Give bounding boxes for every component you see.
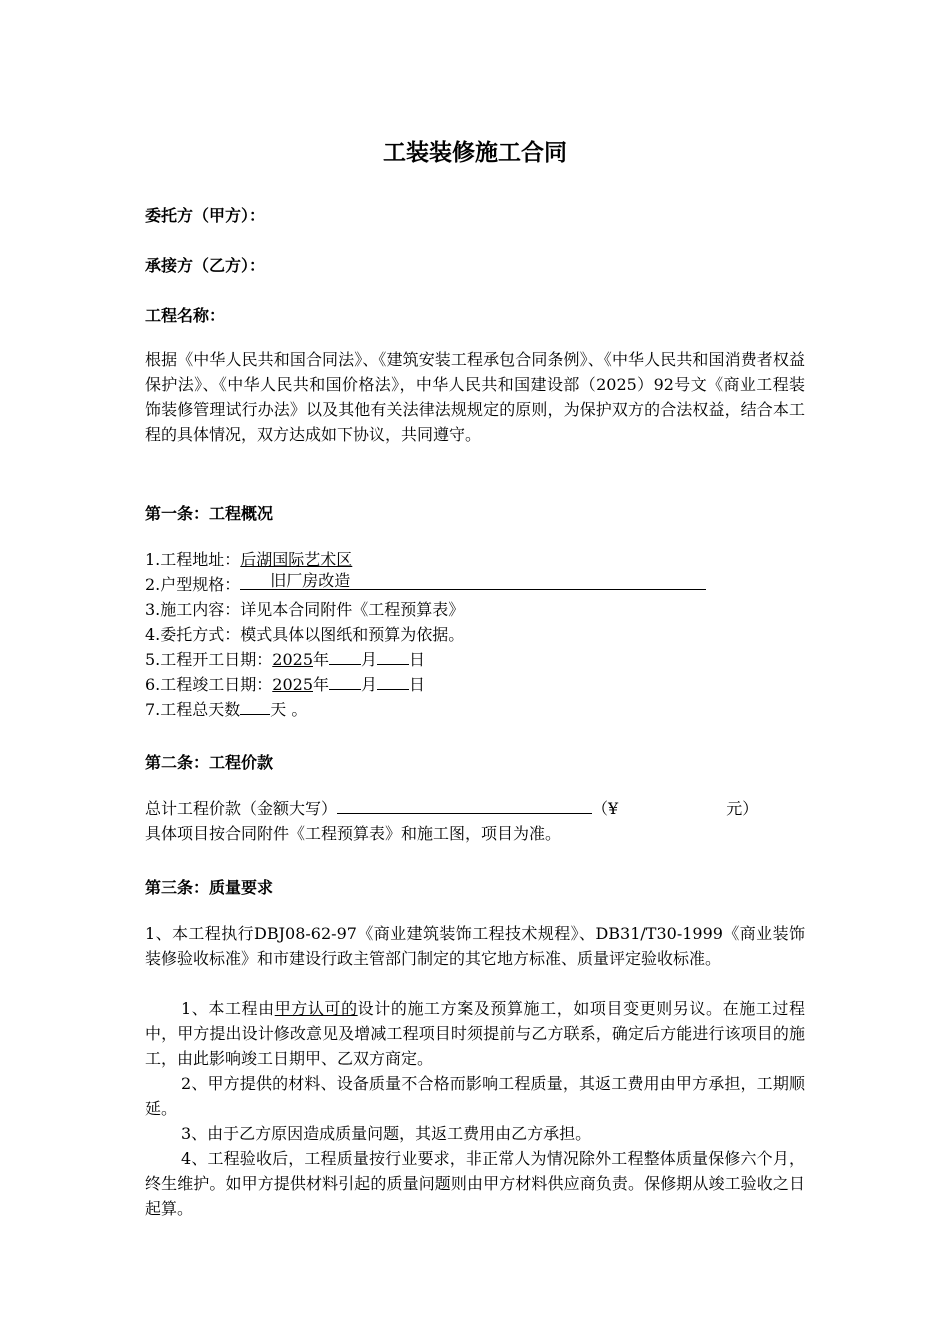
article1-heading: 第一条：工程概况 (145, 504, 274, 523)
quality-item-3: 3、由于乙方原因造成质量问题，其返工费用由乙方承担。 (181, 1124, 592, 1143)
start-day-blank (377, 647, 409, 665)
end-date-label: 6.工程竣工日期： (145, 675, 273, 694)
start-date-label: 5.工程开工日期： (145, 650, 273, 669)
total-price-line (145, 796, 758, 821)
unit-blank (240, 572, 706, 590)
quality-item-1 (145, 996, 805, 1071)
item1-post: 设计的施工方案及预算施工，如项目变更则另议。在施工过程中，甲方提出设计修改意见及增减工程项目时须提前与乙方联系，确定后方能进行该项目的施工，由此影响竣工日期甲、乙双方商定。 (145, 999, 805, 1068)
unit-label: 2.户型规格： (145, 575, 241, 594)
total-price-label: 总计工程价款（金额大写） (145, 799, 338, 818)
quality-item-2: 2、甲方提供的材料、设备质量不合格而影响工程质量，其返工费用由甲方承担，工期顺延。 (145, 1074, 805, 1118)
article2-heading: 第二条：工程价款 (145, 753, 274, 772)
project-name-label: 工程名称： (145, 306, 226, 325)
total-price-blank (337, 796, 592, 814)
unit-line (145, 572, 706, 597)
party-b-label: 承接方（乙方）： (145, 256, 266, 275)
day-char: 日 (409, 675, 426, 694)
price-detail-line: 具体项目按合同附件《工程预算表》和施工图，项目为准。 (145, 824, 562, 843)
year-char: 年 (313, 675, 330, 694)
month-char: 月 (361, 675, 378, 694)
preamble-paragraph: 根据《中华人民共和国合同法》、《建筑安装工程承包合同条例》、《中华人民共和国消费者权益保护法》、《中华人民共和国价格法》，中华人民共和国建设部（2025）92号文《商业工程装饰装修管理试行办法》以及其他有关法律法规规定的原则，为保护双方的合法权益，结合本工程的具体情况，双方达成如下协议，共同遵守。 (145, 350, 805, 444)
total-days-blank (240, 697, 270, 715)
day-char: 日 (409, 650, 426, 669)
item1-underlined: 甲方认可的 (274, 999, 358, 1018)
start-month-blank (329, 647, 361, 665)
address-value: 后湖国际艺术区 (240, 550, 353, 569)
end-day-blank (377, 672, 409, 690)
month-char: 月 (361, 650, 378, 669)
total-days-line (145, 697, 307, 722)
quality-item-4: 4、工程验收后，工程质量按行业要求，非正常人为情况除外工程整体质量保修六个月，终生维护。如甲方提供材料引起的质量问题则由甲方材料供应商负责。保修期从竣工验收之日起算。 (145, 1149, 805, 1218)
article3-heading: 第三条：质量要求 (145, 878, 274, 897)
end-date-line (145, 672, 425, 697)
total-days-unit: 天 。 (270, 700, 308, 719)
end-year: 2025 (272, 675, 313, 694)
end-month-blank (329, 672, 361, 690)
document-title: 工装装修施工合同 (383, 140, 567, 166)
start-date-line (145, 647, 425, 672)
address-label: 1.工程地址： (145, 550, 241, 569)
yen-open: （¥ (592, 799, 619, 818)
method-line: 4.委托方式：模式具体以图纸和预算为依据。 (145, 625, 465, 644)
content-line: 3.施工内容：详见本合同附件《工程预算表》 (145, 600, 465, 619)
quality-standard-paragraph: 1、本工程执行DBJ08-62-97《商业建筑装饰工程技术规程》、DB31/T30-1999《商业装饰装修验收标准》和市建设行政主管部门制定的其它地方标准、质量评定验收标准。 (145, 924, 805, 968)
item1-pre: 1、本工程由 (181, 999, 275, 1018)
start-year: 2025 (272, 650, 313, 669)
year-char: 年 (313, 650, 330, 669)
total-days-label: 7.工程总天数 (145, 700, 241, 719)
party-a-label: 委托方（甲方）： (145, 206, 266, 225)
unit-value: 旧厂房改造 (270, 571, 351, 590)
yuan-close: 元） (726, 799, 759, 818)
